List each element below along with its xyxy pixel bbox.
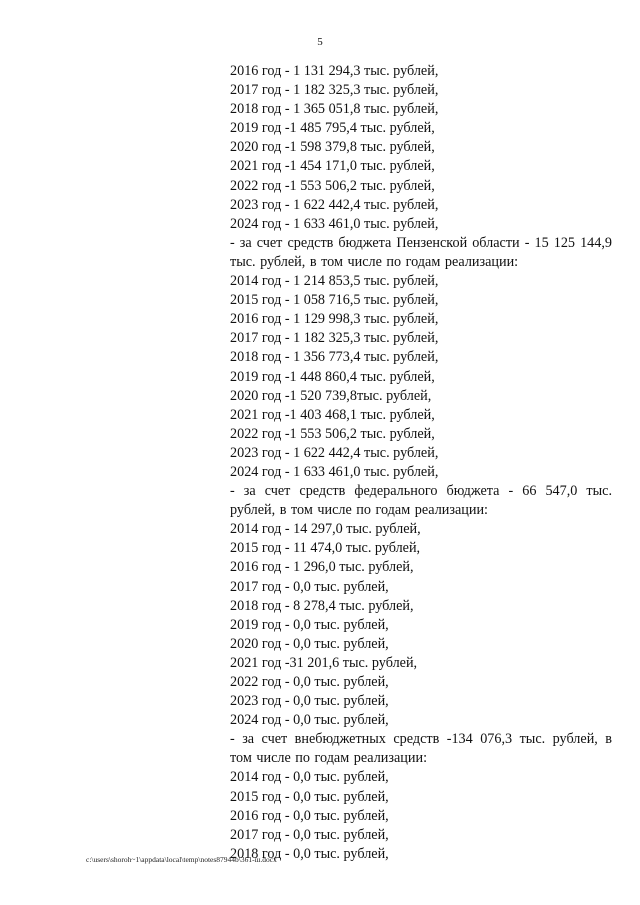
list-item: 2019 год -1 448 860,4 тыс. рублей, — [230, 368, 435, 385]
paragraph-federal-budget: - за счет средств федерального бюджета - 66 547,0 тыс. рублей, в том числе по годам реализации: — [230, 483, 612, 519]
list-item: 2014 год - 14 297,0 тыс. рублей, — [230, 521, 421, 538]
funding-list-regional — [230, 272, 612, 482]
list-item: 2021 год -1 454 171,0 тыс. рублей, — [230, 158, 435, 175]
list-item: 2015 год - 1 058 716,5 тыс. рублей, — [230, 292, 439, 309]
list-item: 2019 год -1 485 795,4 тыс. рублей, — [230, 120, 435, 137]
list-item: 2023 год - 1 622 442,4 тыс. рублей, — [230, 196, 439, 213]
list-item: 2021 год -31 201,6 тыс. рублей, — [230, 654, 418, 671]
list-item: 2016 год - 1 131 294,3 тыс. рублей, — [230, 63, 439, 79]
footer-file-path: c:\users\shoroh~1\appdata\local\temp\notes87944b\361-ш.docx — [86, 855, 277, 864]
funding-list-total — [230, 62, 612, 234]
list-item: 2019 год - 0,0 тыс. рублей, — [230, 616, 389, 633]
list-item: 2016 год - 1 129 998,3 тыс. рублей, — [230, 311, 439, 328]
list-item: 2020 год -1 520 739,8тыс. рублей, — [230, 387, 432, 404]
document-body — [230, 62, 612, 864]
list-item: 2024 год - 1 633 461,0 тыс. рублей, — [230, 215, 439, 232]
paragraph-extrabudgetary: - за счет внебюджетных средств -134 076,3 тыс. рублей, в том числе по годам реализации: — [230, 731, 612, 767]
list-item: 2024 год - 0,0 тыс. рублей, — [230, 712, 389, 729]
funding-list-federal — [230, 520, 612, 730]
list-item: 2015 год - 0,0 тыс. рублей, — [230, 788, 389, 805]
funding-list-extrabudgetary — [230, 768, 612, 863]
list-item: 2015 год - 11 474,0 тыс. рублей, — [230, 540, 421, 557]
list-item: 2017 год - 0,0 тыс. рублей, — [230, 826, 389, 843]
paragraph-regional-budget: - за счет средств бюджета Пензенской области - 15 125 144,9 тыс. рублей, в том числе по годам реализации: — [230, 234, 612, 270]
list-item: 2018 год - 8 278,4 тыс. рублей, — [230, 597, 414, 614]
list-item: 2020 год -1 598 379,8 тыс. рублей, — [230, 139, 435, 156]
list-item: 2016 год - 1 296,0 тыс. рублей, — [230, 559, 414, 576]
list-item: 2023 год - 0,0 тыс. рублей, — [230, 693, 389, 710]
list-item: 2018 год - 0,0 тыс. рублей, — [230, 845, 389, 862]
list-item: 2023 год - 1 622 442,4 тыс. рублей, — [230, 444, 439, 461]
page-number: 5 — [317, 36, 323, 48]
list-item: 2020 год - 0,0 тыс. рублей, — [230, 635, 389, 652]
list-item: 2017 год - 1 182 325,3 тыс. рублей, — [230, 330, 439, 347]
list-item: 2017 год - 1 182 325,3 тыс. рублей, — [230, 82, 439, 99]
list-item: 2017 год - 0,0 тыс. рублей, — [230, 578, 389, 595]
list-item: 2022 год -1 553 506,2 тыс. рублей, — [230, 425, 435, 442]
list-item: 2014 год - 1 214 853,5 тыс. рублей, — [230, 273, 439, 290]
list-item: 2014 год - 0,0 тыс. рублей, — [230, 769, 389, 786]
list-item: 2016 год - 0,0 тыс. рублей, — [230, 807, 389, 824]
list-item: 2021 год -1 403 468,1 тыс. рублей, — [230, 406, 435, 423]
list-item: 2018 год - 1 365 051,8 тыс. рублей, — [230, 101, 439, 118]
list-item: 2018 год - 1 356 773,4 тыс. рублей, — [230, 349, 439, 366]
list-item: 2022 год - 0,0 тыс. рублей, — [230, 674, 389, 690]
list-item: 2024 год - 1 633 461,0 тыс. рублей, — [230, 463, 439, 480]
list-item: 2022 год -1 553 506,2 тыс. рублей, — [230, 177, 435, 194]
